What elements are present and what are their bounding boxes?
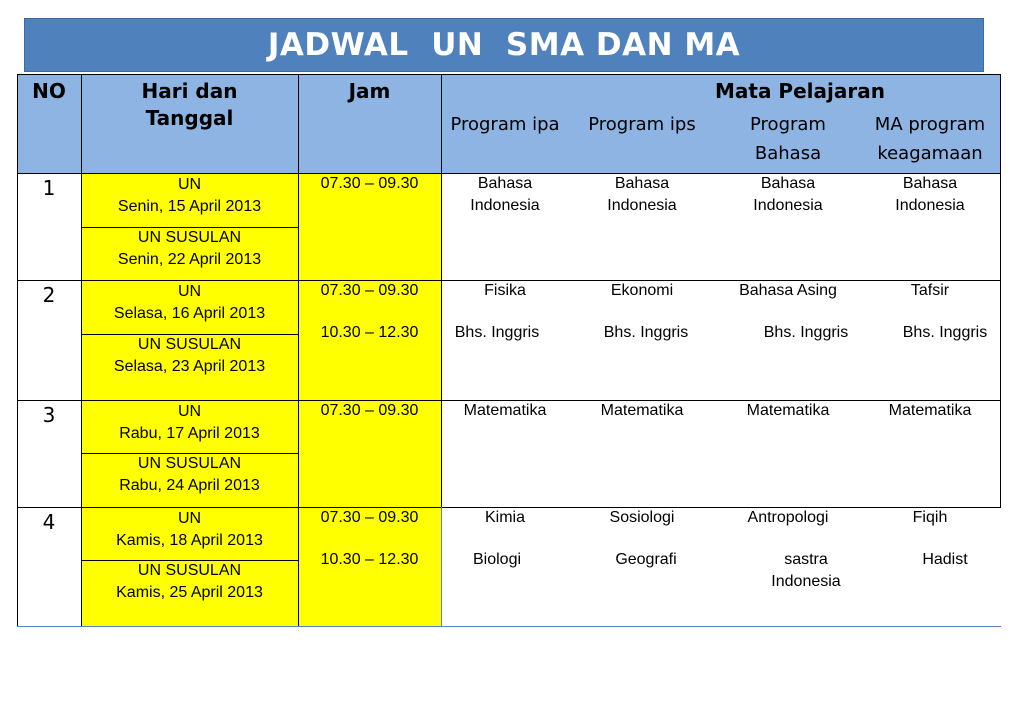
jam-value: 07.30 – 09.30 (320, 402, 419, 419)
subject-cell: Bhs. Inggris (603, 324, 689, 341)
jam-value: 10.30 – 12.30 (320, 324, 419, 341)
subject-cell: Sosiologi (609, 509, 675, 526)
subject-cell: Ekonomi (610, 282, 674, 299)
date-value: Kamis, 25 April 2013 (116, 584, 263, 601)
header-program: Program (750, 114, 826, 135)
date-value: Selasa, 23 April 2013 (113, 358, 266, 375)
jam-value: 10.30 – 12.30 (320, 551, 419, 568)
date-value: Rabu, 24 April 2013 (119, 477, 260, 494)
subject-cell: sastra (784, 551, 828, 568)
subject-cell: Bhs. Inggris (454, 324, 540, 341)
subject-cell: Bahasa (760, 175, 816, 192)
subject-cell: Fisika (484, 282, 526, 299)
subject-cell: Biologi (472, 551, 522, 568)
jam-value: 07.30 – 09.30 (320, 509, 419, 526)
header-program: Bahasa (754, 143, 822, 164)
date-label: UN (177, 403, 202, 420)
subject-cell: Indonesia (753, 197, 823, 214)
date-label: UN (177, 283, 202, 300)
grid-line (298, 74, 299, 626)
grid-line (17, 74, 1001, 75)
subject-cell: Matematika (888, 402, 972, 419)
subject-cell: Matematika (463, 402, 547, 419)
subject-cell: Bahasa Asing (739, 282, 837, 299)
subject-cell: Kimia (484, 509, 525, 526)
date-value: Rabu, 17 April 2013 (119, 425, 260, 442)
header-mata-pelajaran: Mata Pelajaran (715, 79, 885, 103)
row-number: 2 (42, 283, 56, 307)
subject-cell: Indonesia (895, 197, 965, 214)
subject-cell: Bahasa (902, 175, 958, 192)
header-program: keagamaan (877, 143, 983, 164)
header-program: Program ipa (450, 114, 560, 135)
date-label: UN (177, 176, 202, 193)
date-label: UN SUSULAN (137, 229, 242, 246)
subject-cell: Hadist (922, 551, 968, 568)
subject-cell: Matematika (746, 402, 830, 419)
jam-value: 07.30 – 09.30 (320, 282, 419, 299)
header-program: MA program (874, 114, 986, 135)
row-number: 1 (42, 176, 56, 200)
subject-cell: Geografi (615, 551, 677, 568)
subject-cell: Bahasa (614, 175, 670, 192)
subject-cell: Indonesia (470, 197, 540, 214)
grid-line (17, 74, 18, 626)
page-title: JADWAL UN SMA DAN MA (267, 27, 741, 63)
table-bottom-line (17, 626, 1001, 627)
jam-value: 07.30 – 09.30 (320, 175, 419, 192)
subject-cell: Bhs. Inggris (763, 324, 849, 341)
subject-cell: Matematika (600, 402, 684, 419)
date-value: Senin, 22 April 2013 (117, 251, 262, 268)
date-label: UN SUSULAN (137, 455, 242, 472)
header-program: Program ips (588, 114, 696, 135)
header-jam: Jam (348, 79, 391, 103)
date-label: UN SUSULAN (137, 336, 242, 353)
subject-cell: Bahasa (477, 175, 533, 192)
row-number: 4 (42, 510, 56, 534)
date-value: Senin, 15 April 2013 (117, 198, 262, 215)
header-hari: Hari dan (141, 79, 238, 103)
date-label: UN SUSULAN (137, 562, 242, 579)
header-hari: Tanggal (145, 106, 234, 130)
row-number: 3 (42, 403, 56, 427)
subject-cell: Tafsir (910, 282, 950, 299)
subject-cell: Indonesia (771, 573, 841, 590)
subject-cell: Indonesia (607, 197, 677, 214)
subject-cell: Fiqih (912, 509, 948, 526)
subject-cell: Antropologi (747, 509, 829, 526)
date-value: Selasa, 16 April 2013 (113, 305, 266, 322)
date-value: Kamis, 18 April 2013 (116, 532, 263, 549)
subject-cell: Bhs. Inggris (902, 324, 988, 341)
date-label: UN (177, 510, 202, 527)
header-no: NO (32, 79, 66, 103)
